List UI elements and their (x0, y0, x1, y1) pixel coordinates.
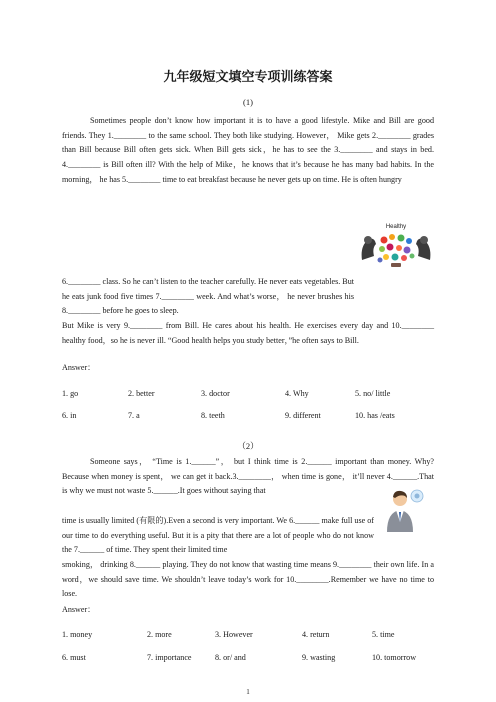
answer-item: 6. in (62, 411, 77, 420)
answer-item: 8. or/ and (215, 653, 246, 662)
answer-item: 5. no/ little (355, 389, 391, 398)
healthy-lifestyle-illustration (356, 220, 436, 272)
answer-item: 3. However (215, 630, 253, 639)
page-number: 1 (246, 688, 250, 696)
section-2-paragraph-3 (62, 558, 434, 602)
section-1-text-2: 6.________ class. So he can’t listen to the teacher carefully. He never eats vegetables. But he eats junk food five times 7.________ week. And what’s worse， he never brushes his 8.________ before he goes to sleep. (62, 277, 354, 316)
section-2-answer-row-1 (62, 630, 442, 642)
section-2-text-2: time is usually limited (有限的).Even a second is very important. We 6.______ make full use of our time to do everything useful. But it is a pity that there are a lot of people who do not know the 7.______ of time. They spent their limited time (62, 516, 374, 555)
answer-item: 10. has /eats (355, 411, 395, 420)
section-1-answer-row-1 (62, 389, 442, 401)
section-2-paragraph-2 (62, 514, 374, 558)
healthy-caption: Healthy (385, 224, 407, 230)
section-1-number: (1) (243, 97, 253, 107)
answer-item: 8. teeth (201, 411, 225, 420)
section-2-text-1: Someone says， “Time is 1.______”， but I think time is 2.______ important than money. Why? Because when money is spent， we can get it back.3.________， when time is gone， it’ll never 4.______.That is why we must not waste 5.______.It goes without saying that (62, 457, 434, 496)
answer-item: 4. Why (285, 389, 309, 398)
section-1-answer-row-2 (62, 411, 442, 423)
answer-item: 9. different (285, 411, 321, 420)
section-2-text-3: smoking， drinking 8.______ playing. They do not know that wasting time means 9.________ their own life. In a word，we should save time. We shouldn’t leave today’s work for 10.________.Remember we have no time to lose. (62, 560, 434, 599)
answer-item: 1. money (62, 630, 93, 639)
answer-item: 7. a (128, 411, 140, 420)
answer-item: 4. return (302, 630, 330, 639)
section-2-answer-label: Answer： (62, 605, 96, 614)
section-1-paragraph-1 (62, 114, 434, 188)
page-title: 九年级短文填空专项训练答案 (163, 69, 333, 84)
answer-item: 3. doctor (201, 389, 230, 398)
section-1-text-3: But Mike is very 9.________ from Bill. He cares about his health. He exercises every day and 10.________ healthy food，so he is never ill. “Good health helps you study better，”he often says to Bill. (62, 321, 434, 345)
section-1-paragraph-3 (62, 319, 434, 348)
answer-item: 6. must (62, 653, 86, 662)
answer-item: 9. wasting (302, 653, 336, 662)
section-1-answer-label: Answer： (62, 363, 96, 372)
section-2-paragraph-1 (62, 455, 434, 499)
answer-item: 2. more (147, 630, 172, 639)
section-1-paragraph-2 (62, 275, 354, 319)
answer-item: 1. go (62, 389, 79, 398)
answer-item: 10. tomorrow (372, 653, 417, 662)
section-2-number: （2） (237, 441, 259, 451)
section-2-answer-row-2 (62, 653, 442, 665)
answer-item: 5. time (372, 630, 395, 639)
answer-item: 7. importance (147, 653, 192, 662)
section-1-text-1: Sometimes people don’t know how important it is to have a good lifestyle. Mike and Bill are good friends. They 1.________ to the same school. They both like studying. However， Mike gets 2.________ grades than Bill because Bill often gets sick. When Bill gets sick，he has to see the 3.________ and stays in bed. 4.________ is Bill often ill? With the help of Mike，he knows that it’s because he has many bad habits. In the morning， he has 5.________ time to eat breakfast because he never gets up on time. He is often hungry (62, 116, 434, 184)
person-thinking-illustration (382, 488, 426, 534)
answer-item: 2. better (128, 389, 155, 398)
